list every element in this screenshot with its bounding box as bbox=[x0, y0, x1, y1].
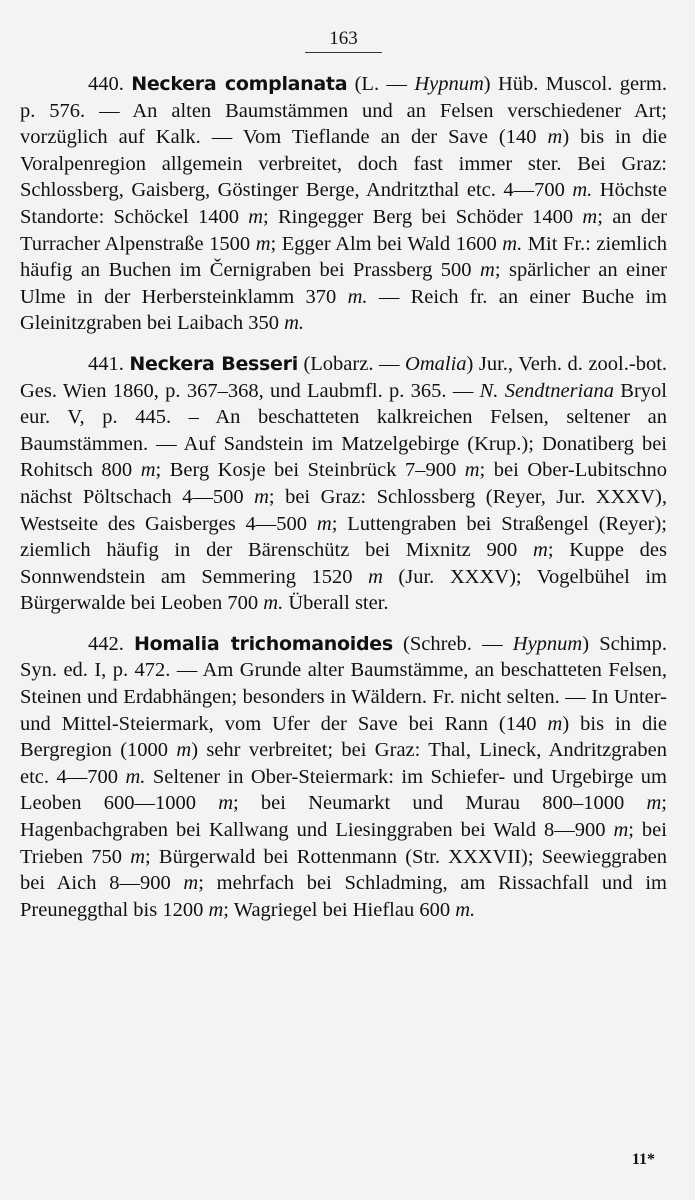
text-run: Bryol eur. V, p. 445. – An beschatteten kalkreichen Felsen, seltener an Baumstämmen. — Auf Sandstein im Matzelgebirge (Krup.); Donatiberg bei Rohitsch 800 bbox=[20, 379, 667, 482]
italic-text: m. bbox=[572, 179, 593, 202]
page-header bbox=[20, 28, 667, 53]
entry-442 bbox=[20, 631, 667, 924]
species-name: Homalia trichomanoides bbox=[134, 632, 393, 655]
page-number: 163 bbox=[305, 28, 382, 53]
italic-text: m bbox=[254, 485, 269, 508]
italic-text: Hypnum bbox=[414, 73, 484, 95]
italic-text: m bbox=[368, 565, 383, 588]
entry-number: 441. bbox=[88, 352, 124, 375]
italic-text: m. bbox=[263, 592, 284, 615]
text-run: ) Jur., Verh. d. zool.-bot. Ges. Wien 1860, p. 367–368, und Laubmfl. p. 365. — bbox=[20, 352, 668, 402]
text-run: ; bei Ober-Lubitschno nächst Pöltschach 4—500 bbox=[20, 459, 667, 508]
italic-text: N. Sendtneriana bbox=[479, 379, 615, 402]
text-run: — Reich fr. an einer Buche im Gleinitzgraben bei Laibach 350 bbox=[20, 285, 668, 335]
text-run: ; Kuppe des Sonnwendstein am Semmering 1520 bbox=[20, 539, 667, 588]
italic-text: m bbox=[218, 792, 233, 815]
text-run: ) sehr verbreitet; bei Graz: Thal, Lineck, Andritzgraben etc. 4—700 bbox=[20, 739, 667, 788]
text-run: ; Luttengraben bei Straßengel (Reyer); ziemlich häufig in der Bärenschütz bei Mixnitz 900 bbox=[20, 512, 667, 562]
entry-text bbox=[20, 633, 667, 921]
italic-text: m. bbox=[455, 898, 476, 921]
text-run: ; mehrfach bei Schladming, am Rissachfall und im Preuneggthal bis 1200 bbox=[20, 872, 667, 921]
italic-text: m bbox=[130, 845, 146, 868]
italic-text: m bbox=[208, 898, 224, 921]
text-run: ; Egger Alm bei Wald 1600 bbox=[270, 232, 503, 255]
text-run: (Jur. XXXV); Vogelbühel im Bürgerwalde bei Leoben 700 bbox=[20, 565, 667, 615]
italic-text: m. bbox=[125, 765, 146, 788]
text-run: ; Ringegger Berg bei Schöder 1400 bbox=[263, 205, 583, 228]
text-run: ; Wagriegel bei Hieflau 600 bbox=[223, 898, 456, 921]
text-run: (Lobarz. — bbox=[297, 352, 406, 375]
text-run: Überall ster. bbox=[283, 592, 389, 615]
text-run: ; bei Graz: Schlossberg (Reyer, Jur. XXXV), Westseite des Gaisberges 4—500 bbox=[20, 485, 667, 535]
italic-text: m bbox=[480, 259, 495, 282]
text-run: ; an der Turracher Alpenstraße 1500 bbox=[20, 205, 667, 255]
italic-text: m bbox=[183, 872, 199, 895]
entry-441 bbox=[20, 351, 667, 617]
text-run: ; Berg Kosje bei Steinbrück 7–900 bbox=[155, 459, 465, 482]
italic-text: m bbox=[316, 512, 332, 535]
species-name: Neckera Besseri bbox=[129, 352, 298, 375]
italic-text: m bbox=[248, 205, 264, 228]
entry-number: 442. bbox=[88, 632, 124, 655]
italic-text: Omalia bbox=[405, 352, 467, 375]
entry-text bbox=[20, 73, 667, 334]
italic-text: m bbox=[646, 792, 662, 815]
text-run: (L. — bbox=[347, 73, 415, 95]
text-run: Seltener in Ober-Steiermark: im Schiefer- und Urgebirge um Leoben 600—1000 bbox=[20, 765, 667, 815]
text-run: ; Bürgerwald bei Rottenmann (Str. XXXVII); Seewieggraben bei Aich 8—900 bbox=[20, 845, 667, 895]
italic-text: m bbox=[582, 205, 598, 228]
text-run: ) Hüb. Muscol. germ. p. 576. — An alten Baumstämmen und an Felsen verschiedener Art; vorzüglich auf Kalk. — Vom Tieflande an der Save (140 bbox=[20, 73, 667, 149]
italic-text: m bbox=[547, 126, 563, 149]
italic-text: m bbox=[464, 459, 480, 482]
italic-text: m bbox=[140, 459, 156, 482]
italic-text: m bbox=[176, 739, 192, 762]
italic-text: m. bbox=[347, 285, 368, 308]
text-run: ; Hagenbachgraben bei Kallwang und Liesinggraben bei Wald 8—900 bbox=[20, 792, 667, 842]
species-name: Neckera complanata bbox=[131, 73, 348, 95]
text-run: (Schreb. — bbox=[392, 632, 513, 655]
text-run: ) Schimp. Syn. ed. I, p. 472. — Am Grunde alter Baumstämme, an beschatteten Felsen, Steinen und Erdabhängen; besonders in Wäldern. Fr. nicht selten. — In Unter- und Mittel-Steiermark, vom Ufer der Save bei Rann (140 bbox=[20, 632, 667, 735]
italic-text: m. bbox=[284, 312, 305, 335]
italic-text: m bbox=[547, 712, 563, 735]
italic-text: m bbox=[613, 819, 629, 842]
text-run: ; bei Neumarkt und Murau 800–1000 bbox=[233, 792, 647, 815]
italic-text: m bbox=[255, 232, 271, 255]
text-run: ; spärlicher an einer Ulme in der Herbersteinklamm 370 bbox=[20, 259, 667, 308]
entry-number: 440. bbox=[88, 73, 124, 95]
text-run: Mit Fr.: ziemlich häufig an Buchen im Černigraben bei Prassberg 500 bbox=[20, 232, 668, 282]
entry-440 bbox=[20, 71, 667, 337]
entry-text bbox=[20, 353, 667, 614]
italic-text: Hypnum bbox=[512, 632, 583, 655]
signature-mark: 11* bbox=[631, 1151, 655, 1168]
italic-text: m bbox=[533, 539, 548, 562]
text-run: ) bis in die Bergregion (1000 bbox=[20, 712, 667, 762]
text-run: ; bei Trieben 750 bbox=[20, 819, 667, 868]
text-run: ) bis in die Voralpenregion allgemein verbreitet, doch fast immer ster. Bei Graz: Schlossberg, Gaisberg, Göstinger Berge, Andritzthal etc. 4—700 bbox=[20, 126, 667, 202]
text-run: Höchste Standorte: Schöckel 1400 bbox=[20, 179, 667, 228]
italic-text: m. bbox=[502, 232, 523, 255]
